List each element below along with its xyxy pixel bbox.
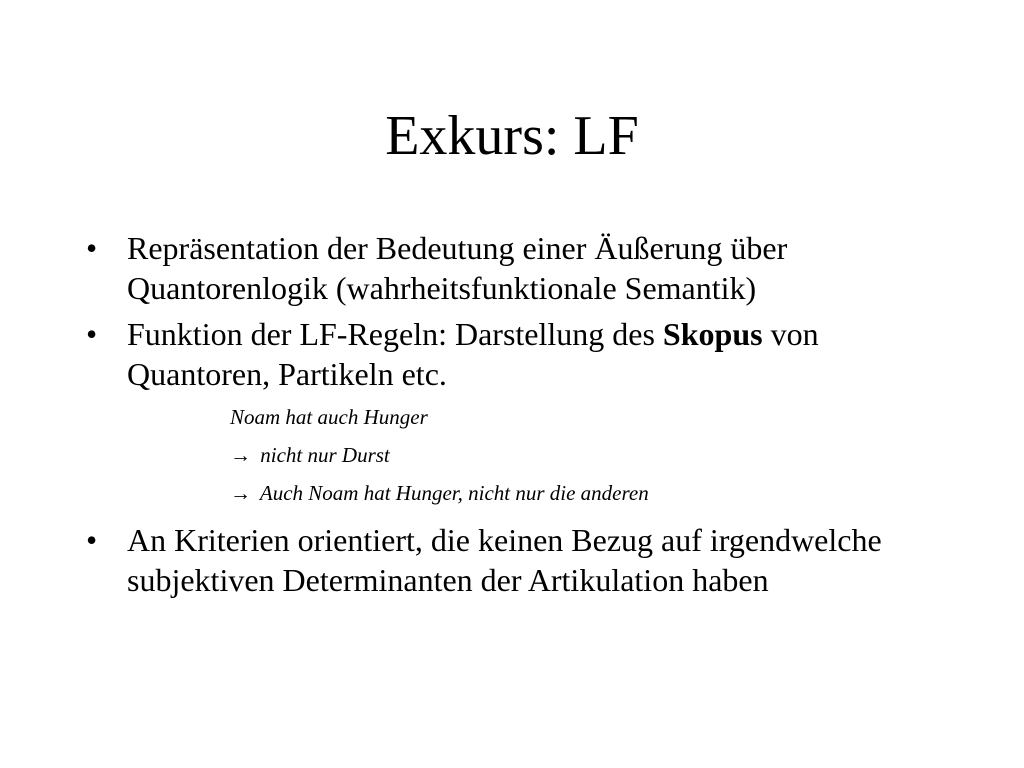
bullet-text-start: Funktion der LF-Regeln: Darstellung des — [127, 316, 663, 352]
bullet-text: An Kriterien orientiert, die keinen Bezug auf irgendwelche subjektiven Determinanten der Artikulation haben — [127, 522, 882, 598]
bullet-item-lf-rules — [86, 314, 946, 512]
bullet-icon: • — [86, 522, 98, 558]
bullet-text-emphasis: Skopus — [662, 316, 763, 352]
bullet-text: Repräsentation der Bedeutung einer Äußerung über Quantorenlogik (wahrheitsfunktionale Semantik) — [127, 230, 788, 306]
bullet-item-representation — [86, 228, 946, 308]
arrow-right-icon: → — [230, 443, 251, 467]
bullet-icon: • — [86, 316, 98, 352]
bullet-list — [86, 228, 946, 606]
example-list — [127, 398, 946, 512]
bullet-icon: • — [86, 230, 98, 266]
example-implication — [230, 436, 946, 474]
slide-title: Exkurs: LF — [385, 105, 639, 167]
example-text: nicht nur Durst — [260, 443, 390, 467]
bullet-item-criteria — [86, 520, 946, 600]
example-text: Noam hat auch Hunger — [230, 405, 428, 429]
arrow-right-icon: → — [230, 481, 251, 505]
bullet-text-end: von Quantoren, Partikeln etc. — [127, 316, 819, 392]
example-sentence — [230, 398, 946, 436]
example-implication — [230, 474, 946, 512]
example-text: Auch Noam hat Hunger, nicht nur die anderen — [259, 481, 649, 505]
